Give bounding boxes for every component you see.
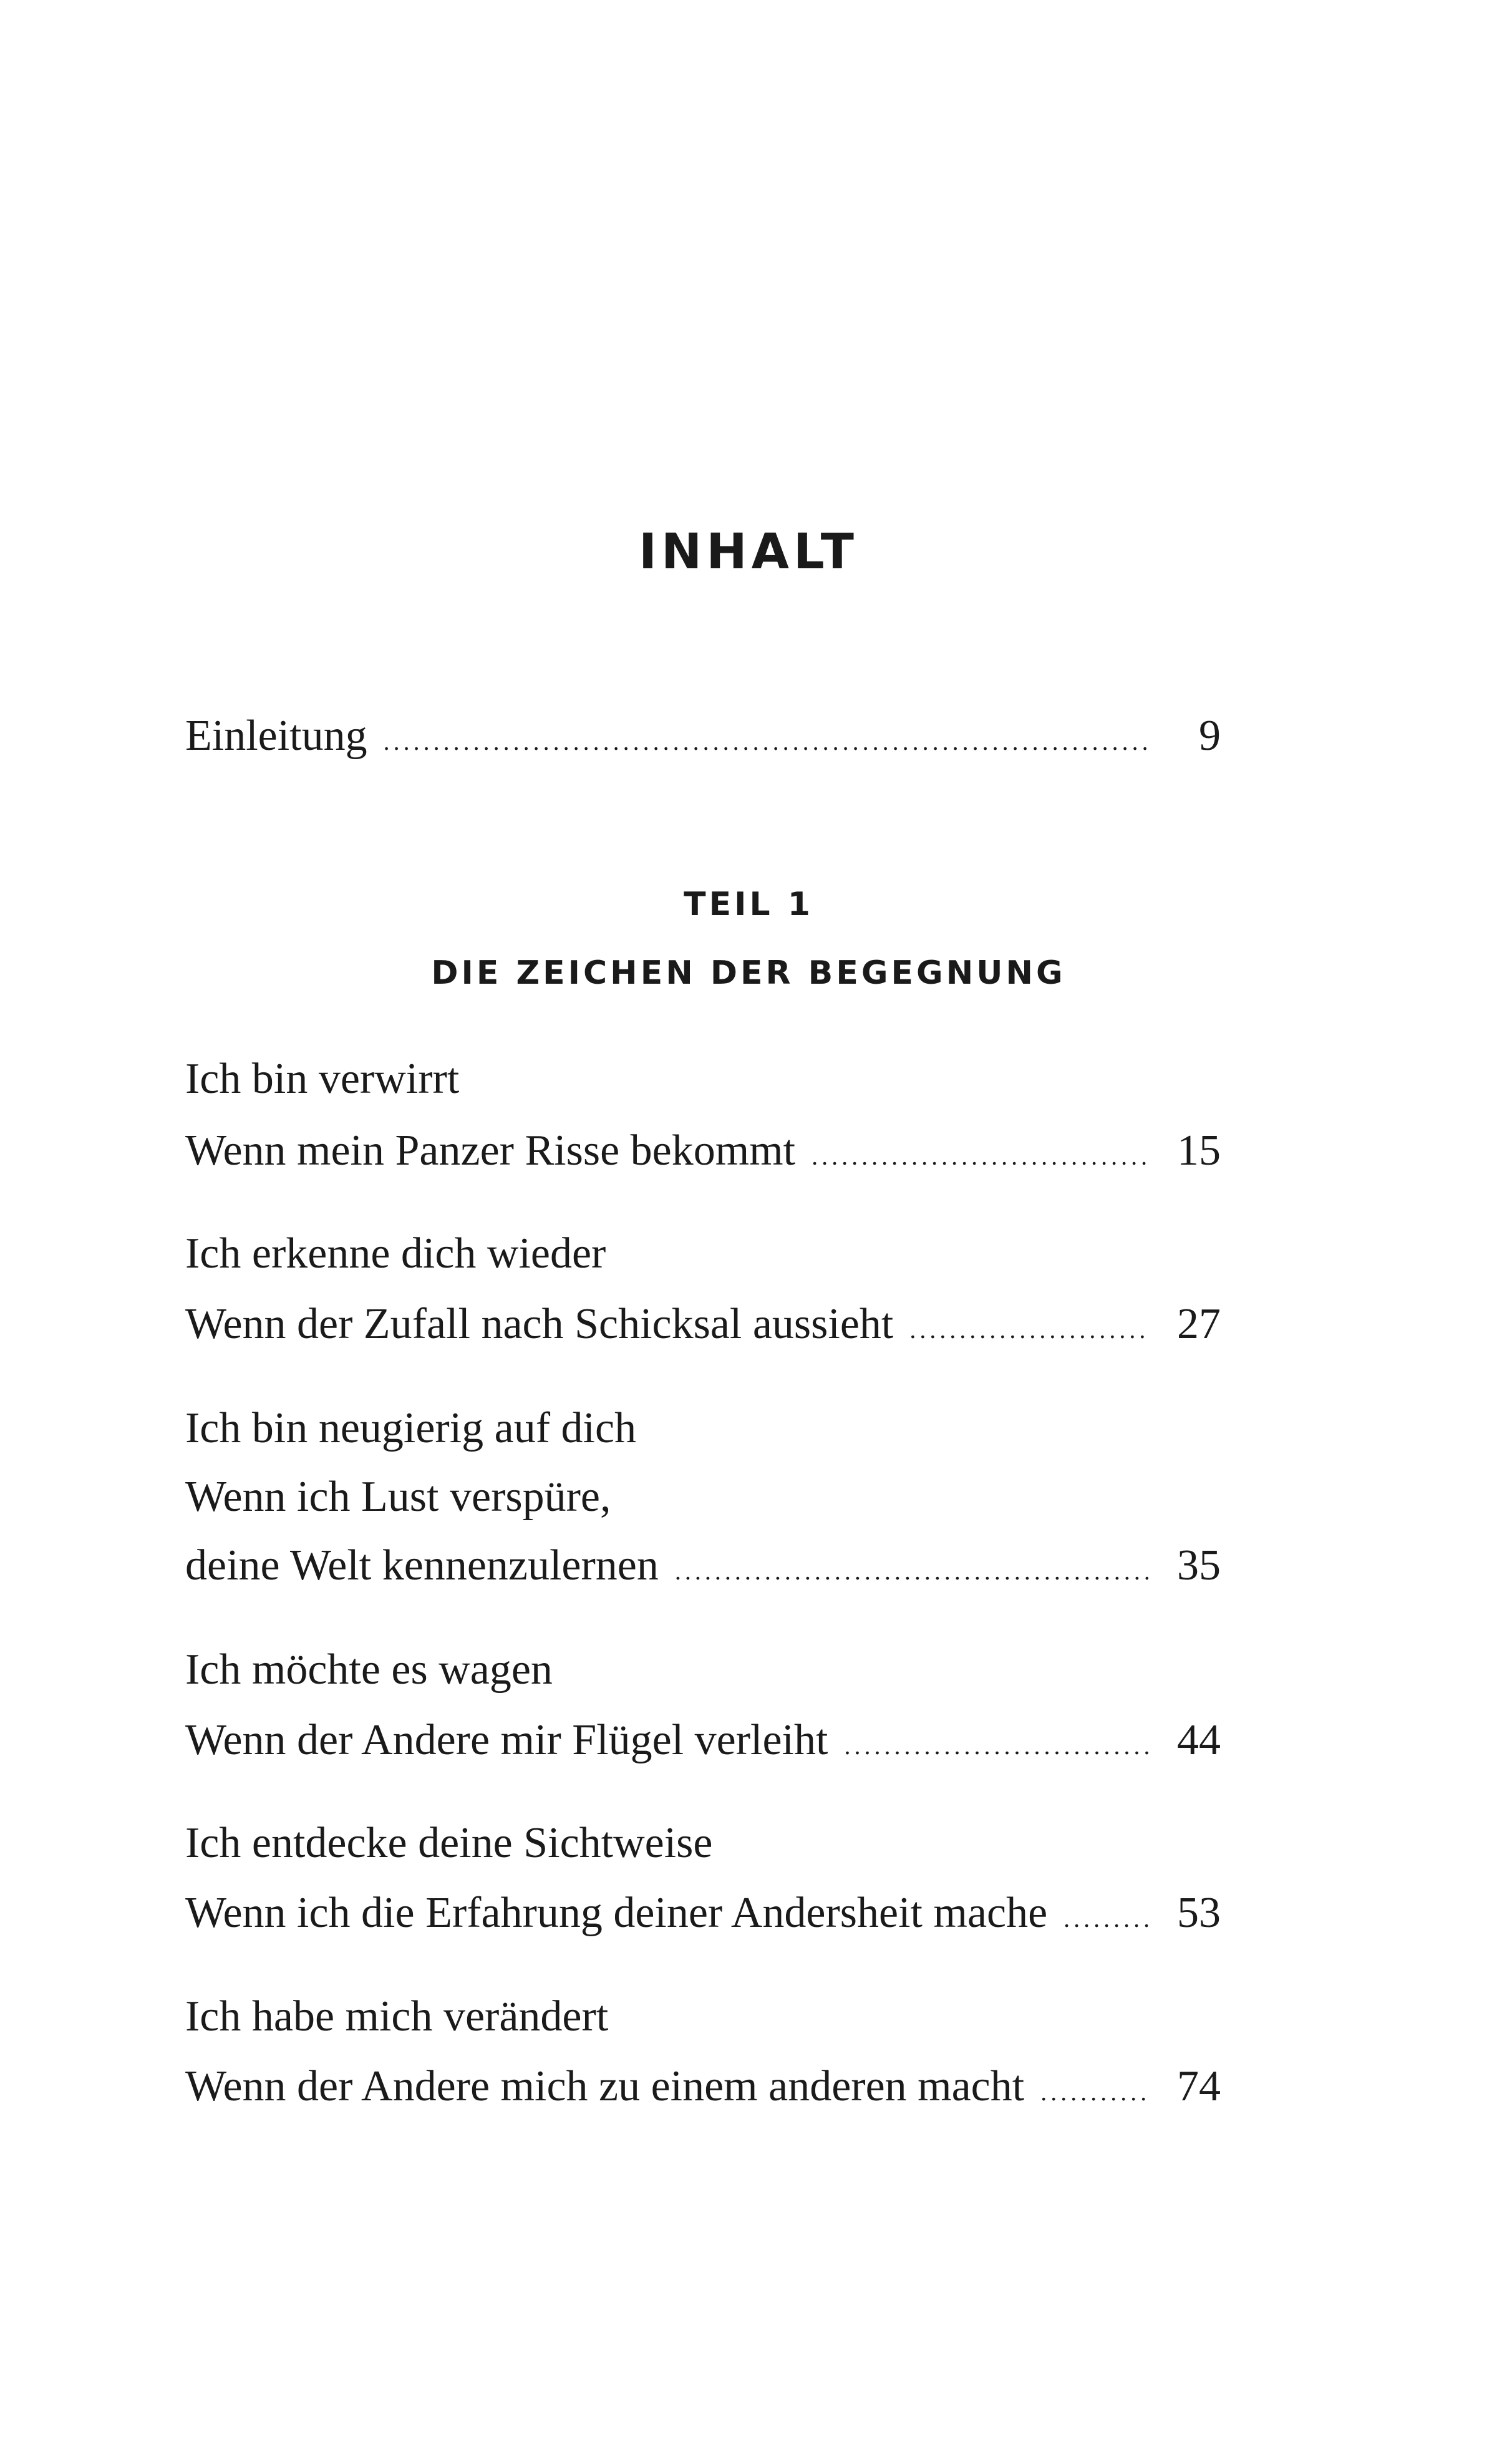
toc-page-number: 9 <box>1199 712 1221 760</box>
leader-dots <box>675 1543 1148 1599</box>
toc-title: INHALT <box>639 524 858 580</box>
chapter-title <box>185 1051 1221 1107</box>
chapter-title <box>185 1226 1221 1282</box>
toc-page-number: 15 <box>1177 1127 1221 1175</box>
chapter-title-text: Ich bin neugierig auf dich <box>185 1404 637 1452</box>
part-title: DIE ZEICHEN DER BEGEGNUNG <box>431 954 1066 992</box>
part-number: TEIL 1 <box>684 886 813 923</box>
chapter-subtitle-line <box>185 1469 1221 1525</box>
leader-dots <box>1063 1891 1148 1947</box>
chapter-subtitle: Wenn der Andere mich zu einem anderen macht <box>185 2062 1025 2110</box>
leader-dots <box>811 1128 1148 1185</box>
toc-entry-intro <box>185 708 1221 764</box>
toc-entry <box>185 1538 1221 1594</box>
chapter-subtitle: Wenn ich die Erfahrung deiner Andersheit mache <box>185 1889 1048 1937</box>
chapter-title-text: Ich erkenne dich wieder <box>185 1230 606 1278</box>
leader-dots <box>1040 2064 1148 2120</box>
toc-page-number: 53 <box>1177 1889 1221 1937</box>
chapter-title <box>185 1989 1221 2045</box>
toc-page-number: 74 <box>1177 2062 1221 2110</box>
toc-page-number: 27 <box>1177 1300 1221 1348</box>
toc-page-number: 44 <box>1177 1716 1221 1764</box>
toc-page-number: 35 <box>1177 1541 1221 1589</box>
chapter-title-text: Ich möchte es wagen <box>185 1646 553 1694</box>
chapter-subtitle: Wenn der Zufall nach Schicksal aussieht <box>185 1300 894 1348</box>
toc-entry <box>185 2059 1221 2115</box>
leader-dots <box>384 714 1148 770</box>
chapter-subtitle: Wenn der Andere mir Flügel verleiht <box>185 1716 828 1764</box>
chapter-title-text: Ich entdecke deine Sichtweise <box>185 1819 713 1867</box>
chapter-subtitle: Wenn mein Panzer Risse bekommt <box>185 1127 796 1175</box>
chapter-title <box>185 1642 1221 1698</box>
chapter-title-text: Ich habe mich verändert <box>185 1992 609 2040</box>
chapter-title-text: Ich bin verwirrt <box>185 1055 460 1103</box>
toc-entry <box>185 1123 1221 1179</box>
toc-entry-title: Einleitung <box>185 712 367 760</box>
toc-entry <box>185 1296 1221 1352</box>
leader-dots <box>909 1302 1148 1358</box>
leader-dots <box>844 1718 1148 1774</box>
toc-entry <box>185 1885 1221 1941</box>
toc-entry <box>185 1712 1221 1768</box>
chapter-subtitle: Wenn ich Lust verspüre, <box>185 1473 611 1521</box>
chapter-title <box>185 1400 1221 1457</box>
chapter-title <box>185 1815 1221 1871</box>
chapter-subtitle: deine Welt kennenzulernen <box>185 1541 659 1589</box>
